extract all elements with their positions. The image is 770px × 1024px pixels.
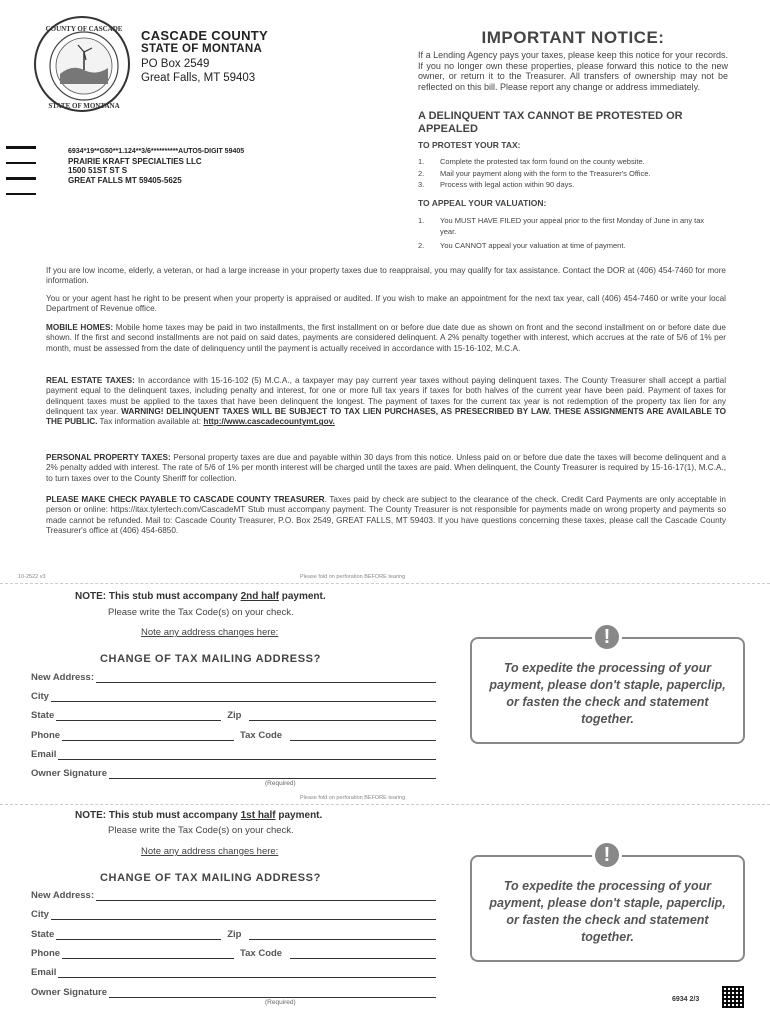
list-item: 2. You CANNOT appeal your valuation at time of payment. bbox=[418, 240, 626, 250]
list-item: 3. Process with legal action within 90 days. bbox=[418, 180, 575, 189]
fold-note: Please fold on perforation BEFORE tearing bbox=[300, 574, 406, 580]
perforation-line bbox=[0, 804, 770, 805]
page-id: 6934 2/3 bbox=[672, 996, 700, 1003]
fold-note: Please fold on perforation BEFORE tearing bbox=[300, 795, 406, 801]
state-zip-field[interactable]: State Zip bbox=[31, 929, 436, 940]
city-field[interactable]: City bbox=[31, 691, 436, 702]
required-label: (Required) bbox=[265, 999, 296, 1006]
list-item: 2. Mail your payment along with the form to the Treasurer's Office. bbox=[418, 168, 651, 178]
omr-marks bbox=[6, 146, 36, 208]
email-field[interactable]: Email bbox=[31, 967, 436, 978]
recipient-street: 1500 51ST ST S bbox=[68, 166, 128, 175]
address-change-note: Note any address changes here: bbox=[141, 627, 279, 638]
appraisal-paragraph: You or your agent hast he right to be present when your property is appraised or audited. If you wish to make an appointment for the next tax year, call (406) 454-7460 or write your local Department of Revenue office. bbox=[46, 294, 726, 314]
no-staple-callout: To expedite the processing of your payment, please don't staple, paperclip, or fasten the check and statement together. bbox=[470, 855, 745, 962]
assistance-paragraph: If you are low income, elderly, a veteran, or had a large increase in your property taxes due to reappraisal, you may qualify for tax assistance. Contact the DOR at (406) 454-7460 for more information. bbox=[46, 266, 726, 286]
new-address-field[interactable]: New Address: bbox=[31, 890, 436, 901]
real-estate-paragraph: REAL ESTATE TAXES: In accordance with 15-16-102 (5) M.C.A., a taxpayer may pay current year taxes without paying delinquent taxes. The County Treasurer shall accept a partial payment equal to the delinquent taxes, including penalty and interest, for one or more full tax years if taxes for both halves of the current year have been paid. Payment of taxes for delinquent taxes must be applied to the taxes that have been delinquent the longest. The payment of taxes for the current tax year is not redemption of the property tax lien for any delinquent tax year. WARNING! DELINQUENT TAXES WILL BE SUBJECT TO TAX LIEN PURCHASES, AS PRESECRIBED BY LAW. THESE ASSIGNMENTS ARE AVAILABLE TO THE PUBLIC. Tax information available at: http://www.cascadecountymt.gov. bbox=[46, 376, 727, 427]
appeal-heading: TO APPEAL YOUR VALUATION: bbox=[418, 198, 547, 208]
personal-property-paragraph: PERSONAL PROPERTY TAXES: Personal property taxes are due and payable within 30 days from this notice. Unless paid on or before due date the taxes will become delinquent and a 2% penalty added with interest. The rate of 5/6 of 1% per month interest will be charged until the taxes are paid. When delinquent, the County Treasurer is required by 15-16-17(1), M.C.A., to turn taxes over to the County Sheriff for collection. bbox=[46, 453, 727, 483]
required-label: (Required) bbox=[265, 780, 296, 787]
phone-taxcode-field[interactable]: Phone Tax Code bbox=[31, 948, 436, 959]
protest-heading: TO PROTEST YOUR TAX: bbox=[418, 140, 521, 150]
write-tax-code: Please write the Tax Code(s) on your check. bbox=[108, 825, 294, 836]
county-name: CASCADE COUNTY bbox=[141, 28, 268, 43]
mailing-address bbox=[68, 147, 244, 185]
state-zip-field[interactable]: State Zip bbox=[31, 710, 436, 721]
state-name: STATE OF MONTANA bbox=[141, 43, 263, 55]
delinquent-heading: A DELINQUENT TAX CANNOT BE PROTESTED OR APPEALED bbox=[418, 110, 683, 135]
appeal-steps bbox=[418, 215, 728, 253]
list-item: 1. Complete the protested tax form found on the county website. bbox=[418, 157, 645, 166]
write-tax-code: Please write the Tax Code(s) on your check. bbox=[108, 607, 294, 618]
county-seal bbox=[34, 16, 130, 112]
recipient-name: PRAIRIE KRAFT SPECIALTIES LLC bbox=[68, 156, 202, 166]
notice-body: If a Lending Agency pays your taxes, please keep this notice for your records. If you no longer own these properties, please forward this notice to the new owner, or return it to the Treasurer. All transfers of ownership may not be reflected on this bill. Please report any change or address immediately. bbox=[418, 50, 728, 92]
protest-steps bbox=[418, 157, 728, 192]
stub-note: NOTE: This stub must accompany 2nd half payment. bbox=[75, 591, 326, 602]
mobile-homes-paragraph: MOBILE HOMES: Mobile home taxes may be paid in two installments, the first installment on or before due date due as shown on front and the second installment on or before date due shown. If the first and second installments are not paid on said dates, payments are considered delinquent. A 2% penalty together with interest, which accrues at the rate of 5/6 of 1% per month, must be assessed from the date of delinquency until the payment is actually received in accordance with 15-16-102, M.C.A. bbox=[46, 323, 726, 353]
warning-icon: ! bbox=[592, 622, 622, 652]
list-item: 1. You MUST HAVE FILED your appeal prior to the first Monday of June in any tax year. bbox=[418, 216, 705, 236]
new-address-field[interactable]: New Address: bbox=[31, 672, 436, 683]
stub-note: NOTE: This stub must accompany 1st half payment. bbox=[75, 810, 323, 821]
no-staple-callout: To expedite the processing of your payment, please don't staple, paperclip, or fasten the check and statement together. bbox=[470, 637, 745, 744]
barcode-line: 6934*19**G50**1.124**3/6**********AUTO5-DIGIT 59405 bbox=[68, 148, 245, 155]
recipient-city: GREAT FALLS MT 59405-5625 bbox=[68, 175, 182, 185]
county-website-link[interactable]: http://www.cascadecountymt.gov. bbox=[203, 417, 335, 427]
change-address-title: CHANGE OF TAX MAILING ADDRESS? bbox=[100, 653, 321, 665]
owner-signature-field[interactable]: Owner Signature bbox=[31, 987, 436, 998]
phone-taxcode-field[interactable]: Phone Tax Code bbox=[31, 730, 436, 741]
perforation-line bbox=[0, 583, 770, 584]
check-paragraph: PLEASE MAKE CHECK PAYABLE TO CASCADE COUNTY TREASURER. Taxes paid by check are subject to the clearance of the check. Credit Card Payments are only acceptable in person or online: https://itax.tylertech.com/CascadeMT Stub must accompany payment. The County Treasurer is not responsible for payments made on wrong property and payments so made cannot be refunded. Mail to: Cascade County Treasurer, P.O. Box 2549, GREAT FALLS, MT 59403. If you have questions concerning these taxes, please call the Cascade County Treasurer's office at (406) 454-6850. bbox=[46, 495, 726, 535]
po-box: PO Box 2549 bbox=[141, 58, 210, 70]
city-line: Great Falls, MT 59403 bbox=[141, 72, 256, 84]
form-code: 10-2522 v3 bbox=[18, 574, 46, 580]
address-change-note: Note any address changes here: bbox=[141, 846, 279, 857]
city-field[interactable]: City bbox=[31, 909, 436, 920]
email-field[interactable]: Email bbox=[31, 749, 436, 760]
warning-icon: ! bbox=[592, 840, 622, 870]
change-address-title: CHANGE OF TAX MAILING ADDRESS? bbox=[100, 872, 321, 884]
svg-text:COUNTY OF CASCADE: COUNTY OF CASCADE bbox=[45, 25, 123, 33]
owner-signature-field[interactable]: Owner Signature bbox=[31, 768, 436, 779]
svg-text:STATE OF MONTANA: STATE OF MONTANA bbox=[48, 102, 120, 110]
qr-code bbox=[722, 986, 744, 1008]
notice-title: IMPORTANT NOTICE: bbox=[481, 28, 665, 47]
county-seal-graphic bbox=[36, 18, 132, 114]
